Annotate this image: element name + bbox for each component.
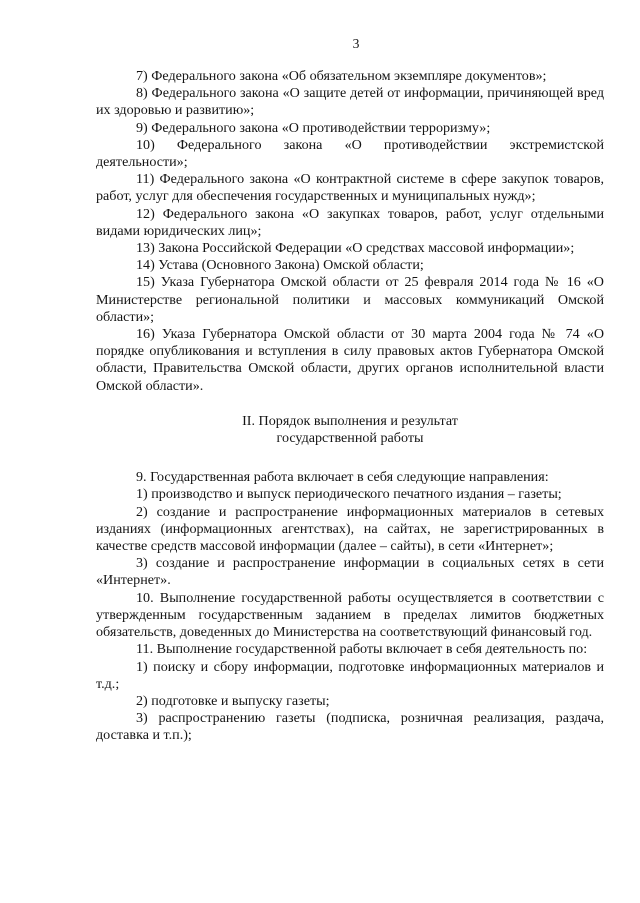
page-number: 3 — [352, 36, 360, 51]
list-item-9: 9) Федерального закона «О противодействии терроризму»; — [136, 119, 491, 136]
list-item-13: 13) Закона Российской Федерации «О средствах массовой информации»; — [136, 240, 575, 257]
clause-9: 9. Государственная работа включает в себя следующие направления: — [136, 469, 549, 486]
document-body — [96, 68, 604, 745]
list-item-15: 15) Указа Губернатора Омской области от 25 февраля 2014 года № 16 «О Министерстве региональной политики и массовых коммуникаций Омской области»; — [96, 274, 604, 325]
clause-11-item-1: 1) поиску и сбору информации, подготовке информационных материалов и т.д.; — [96, 658, 604, 692]
clause-11-item-3: 3) распространению газеты (подписка, розничная реализация, раздача, доставка и т.п.); — [96, 710, 604, 744]
clause-11: 11. Выполнение государственной работы включает в себя деятельность по: — [136, 641, 588, 658]
section-heading — [96, 413, 604, 447]
list-item-10: 10) Федерального закона «О противодействии экстремистской деятельности»; — [96, 136, 604, 171]
clause-9-item-3: 3) создание и распространение информации в социальных сетях в сети «Интернет». — [96, 555, 604, 589]
list-item-8: 8) Федерального закона «О защите детей от информации, причиняющей вред их здоровью и развитию»; — [96, 85, 604, 119]
list-item-11: 11) Федерального закона «О контрактной системе в сфере закупок товаров, работ, услуг для обеспечения государственных и муниципальных нужд»; — [96, 171, 604, 205]
section-heading-line-2: государственной работы — [276, 430, 424, 447]
clause-9-item-1: 1) производство и выпуск периодического печатного издания – газеты; — [136, 486, 562, 503]
list-item-14: 14) Устава (Основного Закона) Омской области; — [136, 257, 424, 274]
clause-10: 10. Выполнение государственной работы осуществляется в соответствии с утвержденным государственным заданием в пределах лимитов бюджетных обязательств, доведенных до Министерства на соответствующий финансовый год. — [96, 589, 604, 641]
section-heading-line-1: II. Порядок выполнения и результат — [242, 412, 458, 429]
clause-11-item-2: 2) подготовке и выпуску газеты; — [136, 692, 330, 709]
list-item-16: 16) Указа Губернатора Омской области от 30 марта 2004 года № 74 «О порядке опубликования и вступления в силу правовых актов Губернатора Омской области, Правительства Омской области, других органов исполнительной власти Омской области». — [96, 326, 604, 394]
clause-9-item-2: 2) создание и распространение информационных материалов в сетевых изданиях (информационных агентствах), на сайтах, не зарегистрированных в качестве средств массовой информации (далее – сайты), в сети «Интернет»; — [96, 503, 604, 555]
list-item-12: 12) Федерального закона «О закупках товаров, работ, услуг отдельными видами юридических лиц»; — [96, 205, 604, 239]
list-item-7: 7) Федерального закона «Об обязательном экземпляре документов»; — [136, 68, 547, 84]
